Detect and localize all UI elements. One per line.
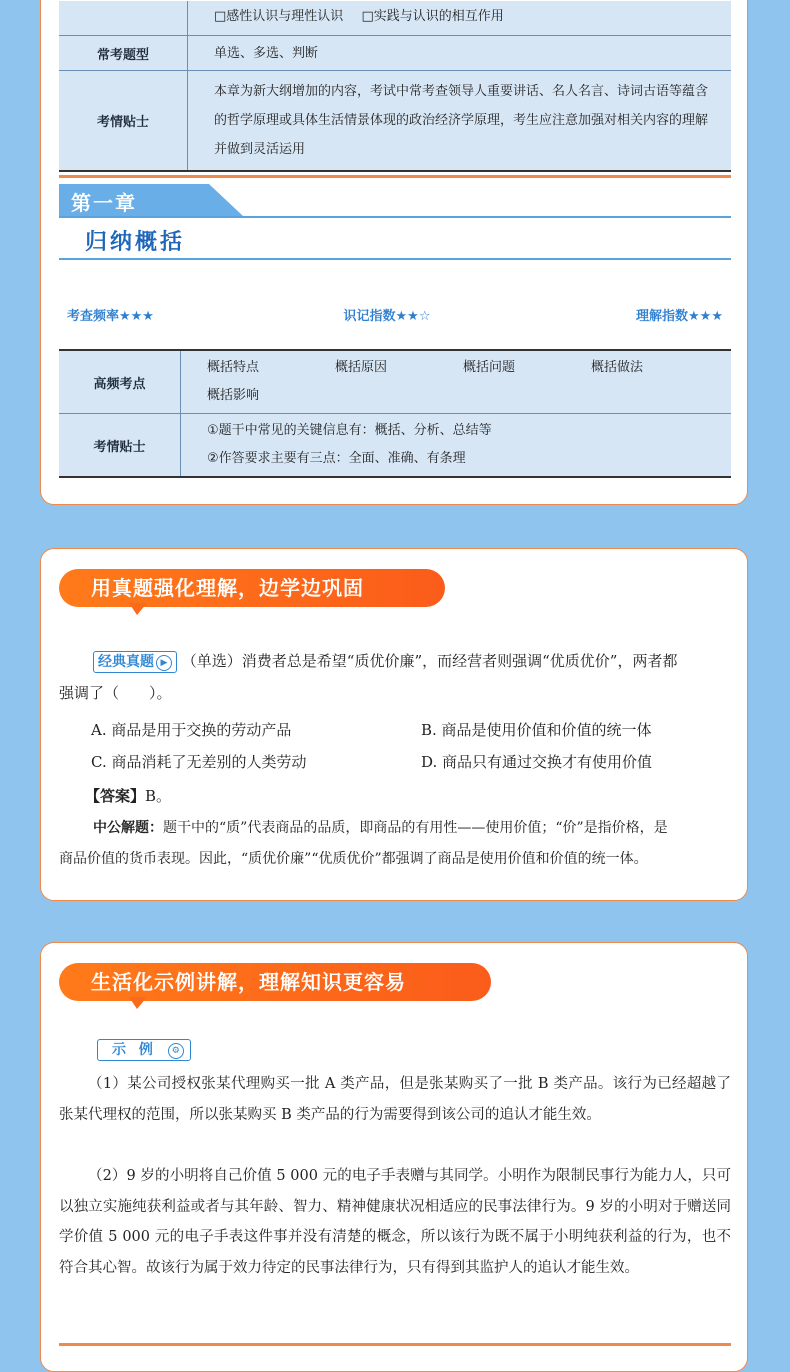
example-paragraph-1: （1）某公司授权张某代理购买一批 A 类产品，但是张某购买了一批 B 类产品。该行为已经超越了张某代理权的范围，所以张某购买 B 类产品的行为需要得到该公司的追认才能生效。: [59, 1076, 731, 1123]
checkbox-item: [207, 354, 335, 382]
answer-value: B。: [145, 787, 172, 805]
table-value: [181, 414, 732, 478]
arrow-circle-icon: ▶: [156, 655, 172, 671]
example-tag-wrap: [97, 1039, 191, 1061]
analysis-body: 题干中的“质”代表商品的品质，即商品的有用性——使用价值；“价”是指价格，是: [163, 820, 668, 836]
checkbox-label: 概括问题: [463, 360, 516, 375]
checkbox-label: 概括做法: [591, 360, 644, 375]
chapter-tag: 第一章: [71, 191, 137, 215]
table-key: 考情贴士: [59, 414, 181, 478]
checkbox-item: [591, 354, 719, 382]
example-card: [40, 942, 748, 1372]
checkbox-item: [207, 382, 335, 410]
classic-question-tag: [93, 651, 177, 673]
ratings-bar: [67, 305, 723, 324]
banner-title: 用真题强化理解，边学边巩固: [91, 576, 364, 600]
table-key: 考情贴士: [59, 71, 188, 172]
divider: [59, 258, 731, 260]
question-line1: （单选）消费者总是希望“质优价廉”，而经营者则强调“优质优价”，两者都: [181, 652, 678, 670]
rating-understanding: 理解指数★★★: [636, 309, 723, 324]
table-value: [181, 350, 732, 414]
analysis-label: 中公解题：: [93, 820, 163, 836]
answer-label: 【答案】: [85, 787, 146, 805]
option-c: C. 商品消耗了无差别的人类劳动: [91, 753, 307, 771]
chapter-info-table: [59, 349, 731, 478]
question-text: [59, 645, 739, 709]
checkbox-label: 概括特点: [207, 360, 260, 375]
table-row: [59, 350, 731, 414]
table-value: 单选、多选、判断: [188, 36, 732, 71]
tag-label: 经典真题: [98, 654, 154, 670]
checkbox-item: [463, 354, 591, 382]
divider: [59, 1343, 731, 1346]
chapter-card: [40, 0, 748, 505]
top-info-table: [59, 1, 731, 172]
option-d: D. 商品只有通过交换才有使用价值: [421, 753, 653, 771]
checkbox-item: □实践与认识的相互作用: [361, 9, 504, 24]
banner-tail: [129, 603, 147, 615]
tip-line: ②作答要求主要有三点：全面、准确、有条理: [207, 451, 466, 466]
divider: [59, 216, 731, 218]
option-a: A. 商品是用于交换的劳动产品: [91, 721, 292, 739]
example-tag: [97, 1039, 191, 1061]
option-b: B. 商品是使用价值和价值的统一体: [421, 721, 652, 739]
rating-frequency: 考查频率★★★: [67, 309, 154, 324]
rating-memory: 识记指数★★☆: [343, 309, 431, 324]
checkbox-label: 概括原因: [335, 360, 388, 375]
checkbox-grid: [207, 354, 719, 410]
checkbox-item: [335, 354, 463, 382]
analysis-text: [59, 813, 731, 874]
table-key: 常考题型: [59, 36, 188, 71]
example-paragraph-2: （2）9 岁的小明将自己价值 5 000 元的电子手表赠与其同学。小明作为限制民事行为能力人，只可以独立实施纯获利益或者与其年龄、智力、精神健康状况相适应的民事法律行为。9 岁的小明对于赠送同学价值 5 000 元的电子手表这件事并没有清楚的概念，所以该行为既不属于小明纯获利益的行为，也不符合其心智。故该行为属于效力待定的民事法律行为，只有得到其监护人的追认才能生效。: [59, 1168, 731, 1276]
checkbox-label: 概括影响: [207, 388, 260, 403]
table-key-empty: [59, 1, 188, 36]
table-value: 本章为新大纲增加的内容，考试中常考查领导人重要讲话、名人名言、诗词古语等蕴含的哲学原理或具体生活情景体现的政治经济学原理，考生应注意加强对相关内容的理解并做到灵活运用: [188, 71, 732, 172]
gear-icon: ⚙: [168, 1043, 184, 1059]
table-row: [59, 1, 731, 36]
question-line2: 强调了（ ）。: [59, 684, 172, 702]
divider: [59, 175, 731, 178]
section-banner: [59, 963, 491, 1001]
table-value: [188, 1, 732, 36]
table-row: [59, 36, 731, 71]
chapter-title: 归纳概括: [85, 230, 186, 255]
banner-tail: [129, 997, 147, 1009]
analysis-line1: [59, 813, 731, 844]
exam-question-card: [40, 548, 748, 901]
table-key: 高频考点: [59, 350, 181, 414]
answer-line: [85, 785, 171, 806]
banner-title: 生活化示例讲解，理解知识更容易: [91, 970, 406, 994]
checkbox-item: □感性认识与理性认识: [214, 9, 344, 24]
table-row: [59, 414, 731, 478]
section-banner: [59, 569, 445, 607]
table-row: [59, 71, 731, 172]
analysis-line2: 商品价值的货币表现。因此，“质优价廉”“优质优价”都强调了商品是使用价值和价值的统一体。: [59, 850, 648, 867]
tip-line: ①题干中常见的关键信息有：概括、分析、总结等: [207, 423, 492, 438]
tag-label: 示 例: [112, 1042, 157, 1058]
